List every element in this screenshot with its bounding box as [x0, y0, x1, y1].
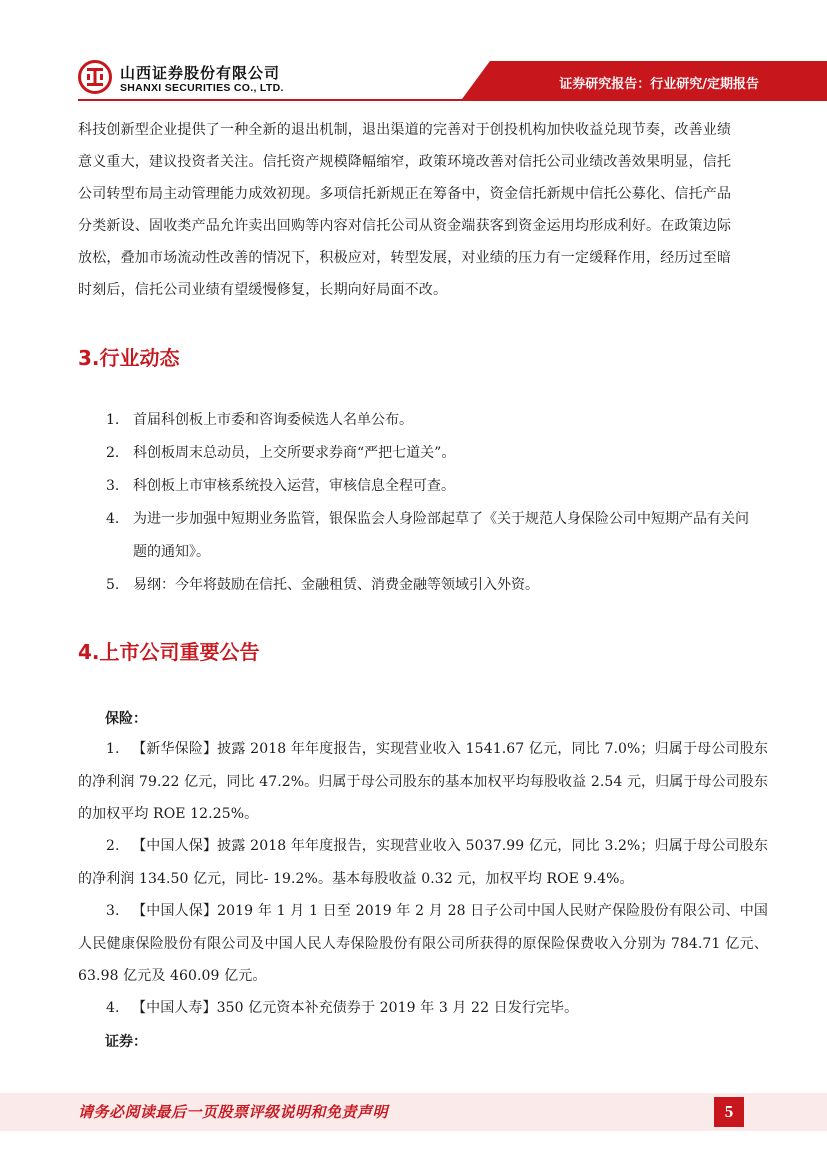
- list-item-number: 5.: [106, 577, 120, 593]
- intro-line: 科技创新型企业提供了一种全新的退出机制，退出渠道的完善对于创投机构加快收益兑现节奏，改善业绩: [78, 122, 732, 138]
- footer-disclaimer: 请务必阅读最后一页股票评级说明和免责声明: [78, 1103, 389, 1121]
- announcement-text: 【中国人保】披露 2018 年年度报告，实现营业收入 5037.99 亿元，同比 3.2%；归属于母公司股东的净利润 134.50 亿元，同比- 19.2%。基本每股收益 0.32 元，加权平均 ROE 9.4%。: [78, 838, 768, 887]
- intro-line: 意义重大，建议投资者关注。信托资产规模降幅缩窄，政策环境改善对信托公司业绩改善效果明显，信托: [78, 154, 732, 170]
- list-item-number: 4.: [106, 511, 120, 527]
- announcement-text: 【中国人寿】350 亿元资本补充债券于 2019 年 3 月 22 日发行完毕。: [132, 1000, 579, 1016]
- report-type: 证券研究报告：行业研究/定期报告: [559, 77, 759, 92]
- intro-line: 分类新设、固收类产品允许卖出回购等内容对信托公司从资金端获客到资金运用均形成利好。在政策边际: [78, 218, 732, 234]
- announcement-item: [78, 830, 768, 895]
- list-item: [78, 404, 758, 437]
- list-item-text: 首届科创板上市委和咨询委候选人名单公布。: [133, 412, 413, 428]
- list-item-text: 科创板上市审核系统投入运营，审核信息全程可查。: [133, 478, 455, 494]
- list-item: [78, 569, 758, 602]
- list-item-text: 为进一步加强中短期业务监管，银保监会人身险部起草了《关于规范人身保险公司中短期产品有关问题的通知》。: [133, 511, 749, 560]
- company-name-en: SHANXI SECURITIES CO., LTD.: [120, 82, 284, 94]
- section-title-industry-news: 3.行业动态: [78, 346, 180, 370]
- announcement-item: [78, 895, 768, 993]
- list-item: [78, 437, 758, 470]
- list-item-number: 2.: [106, 445, 120, 461]
- announcement-text: 【新华保险】披露 2018 年年度报告，实现营业收入 1541.67 亿元，同比 7.0%；归属于母公司股东的净利润 79.22 亿元，同比 47.2%。归属于母公司股东的基本加权平均每股收益 2.54 元，归属于母公司股东的加权平均 ROE 12.25%。: [78, 741, 768, 822]
- announcement-item: [78, 733, 768, 831]
- header-divider: [78, 99, 827, 101]
- announcement-text: 【中国人保】2019 年 1 月 1 日至 2019 年 2 月 28 日子公司中国人民财产保险股份有限公司、中国人民健康保险股份有限公司及中国人民人寿保险股份有限公司所获得的原保险保费收入分别为 784.71 亿元、63.98 亿元及 460.09 亿元。: [78, 903, 768, 984]
- intro-line: 公司转型布局主动管理能力成效初现。多项信托新规正在筹备中，资金信托新规中信托公募化、信托产品: [78, 186, 732, 202]
- announcement-number: 2.: [106, 838, 120, 854]
- announcement-number: 1.: [106, 741, 120, 757]
- intro-line: 放松，叠加市场流动性改善的情况下，积极应对，转型发展，对业绩的压力有一定缓释作用，经历过至暗: [78, 250, 732, 266]
- list-item-text: 科创板周末总动员，上交所要求券商“严把七道关”。: [133, 445, 456, 461]
- insurance-heading: 保险：: [105, 711, 147, 727]
- list-item: [78, 470, 758, 503]
- list-item-number: 3.: [106, 478, 120, 494]
- securities-heading: 证券：: [105, 1034, 147, 1050]
- company-name-cn: 山西证券股份有限公司: [120, 64, 281, 82]
- list-item-text: 易纲：今年将鼓励在信托、金融租赁、消费金融等领域引入外资。: [133, 577, 539, 593]
- intro-paragraph: [78, 114, 758, 306]
- section-title-company-announcements: 4.上市公司重要公告: [78, 640, 260, 664]
- list-item-number: 1.: [106, 412, 120, 428]
- announcement-item: [78, 992, 768, 1025]
- list-item: [78, 503, 758, 569]
- page-number: 5: [714, 1097, 744, 1127]
- announcement-number: 4.: [106, 1000, 120, 1016]
- page-header: [0, 0, 827, 100]
- intro-line: 时刻后，信托公司业绩有望缓慢修复，长期向好局面不改。: [78, 282, 448, 298]
- announcement-number: 3.: [106, 903, 120, 919]
- industry-news-list: [78, 404, 758, 602]
- shanxi-securities-logo-icon: [78, 60, 112, 94]
